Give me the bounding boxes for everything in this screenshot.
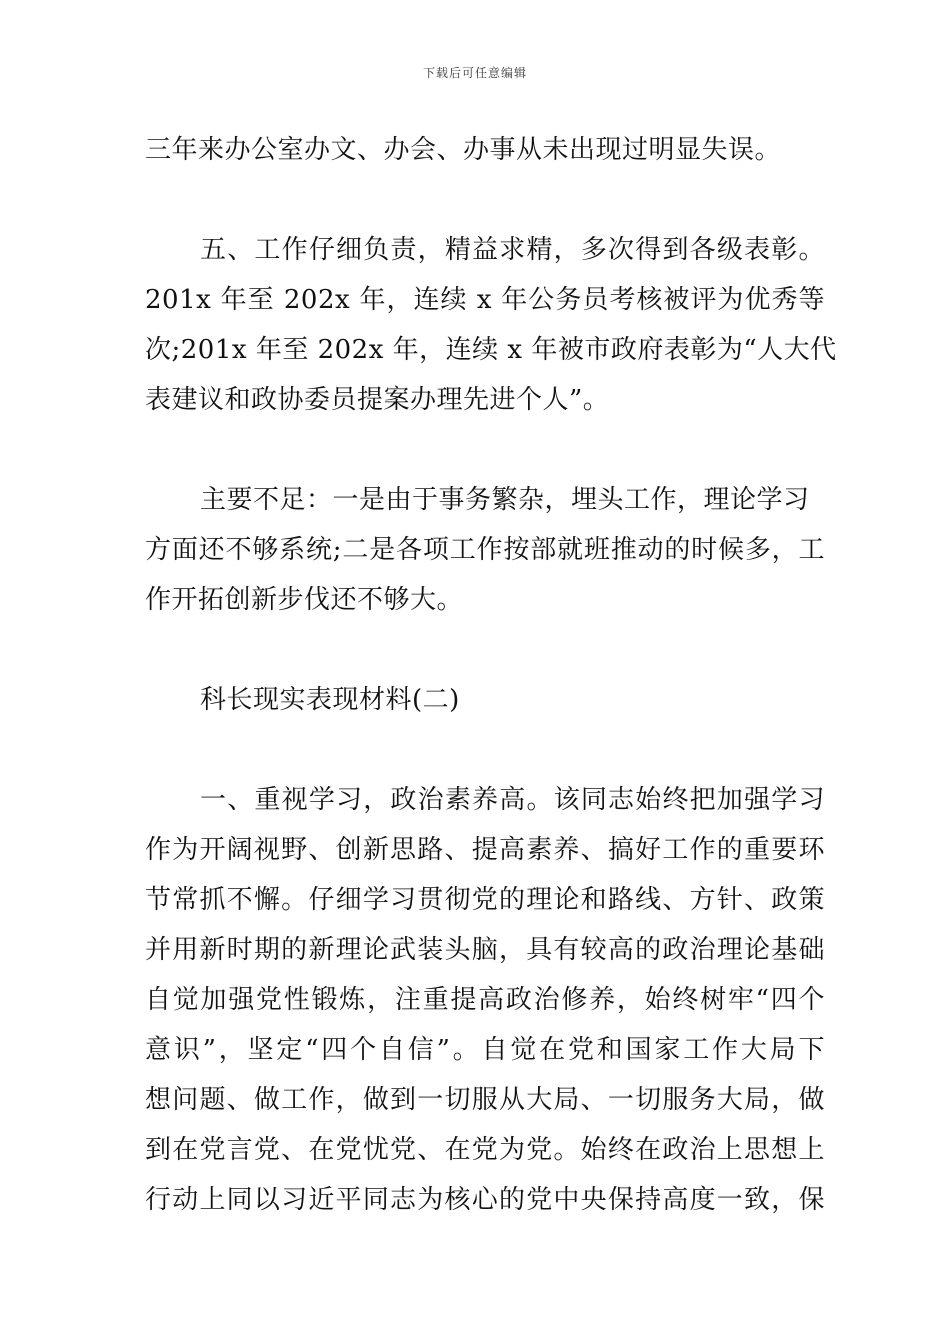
shortcomings-line-3: 作开拓创新步伐还不够大。 [145, 585, 464, 615]
paragraph-5-line-1: 五、工作仔细负责，精益求精，多次得到各级表彰。 [200, 235, 825, 265]
section-1-line-6: 意识”，坚定“四个自信”。自觉在党和国家工作大局下 [145, 1035, 825, 1065]
page-header: 下载后可任意编辑 [422, 66, 527, 80]
paragraph-5-line-3: 次;201x 年至 202x 年，连续 x 年被市政府表彰为“人大代 [145, 335, 837, 365]
section-title: 科长现实表现材料(二) [200, 685, 460, 715]
section-1-line-3: 节常抓不懈。仔细学习贯彻党的理论和路线、方针、政策 [145, 885, 825, 915]
paragraph-5-line-4: 表建议和政协委员提案办理先进个人”。 [145, 385, 610, 415]
section-1-line-5: 自觉加强党性锻炼，注重提高政治修养，始终树牢“四个 [145, 985, 825, 1015]
body-line-1: 三年来办公室办文、办会、办事从未出现过明显失误。 [145, 135, 782, 165]
shortcomings-line-1: 主要不足：一是由于事务繁杂，埋头工作，理论学习 [200, 485, 810, 515]
section-1-line-2: 作为开阔视野、创新思路、提高素养、搞好工作的重要环 [145, 835, 825, 865]
section-1-line-9: 行动上同以习近平同志为核心的党中央保持高度一致，保 [145, 1185, 825, 1215]
section-1-line-1: 一、重视学习，政治素养高。该同志始终把加强学习 [200, 785, 825, 815]
section-1-line-4: 并用新时期的新理论武装头脑，具有较高的政治理论基础 [145, 935, 825, 965]
shortcomings-line-2: 方面还不够系统;二是各项工作按部就班推动的时候多，工 [145, 535, 825, 565]
paragraph-5-line-2: 201x 年至 202x 年，连续 x 年公务员考核被评为优秀等 [145, 285, 825, 315]
section-1-line-7: 想问题、做工作，做到一切服从大局、一切服务大局，做 [145, 1085, 825, 1115]
section-1-line-8: 到在党言党、在党忧党、在党为党。始终在政治上思想上 [145, 1135, 825, 1165]
